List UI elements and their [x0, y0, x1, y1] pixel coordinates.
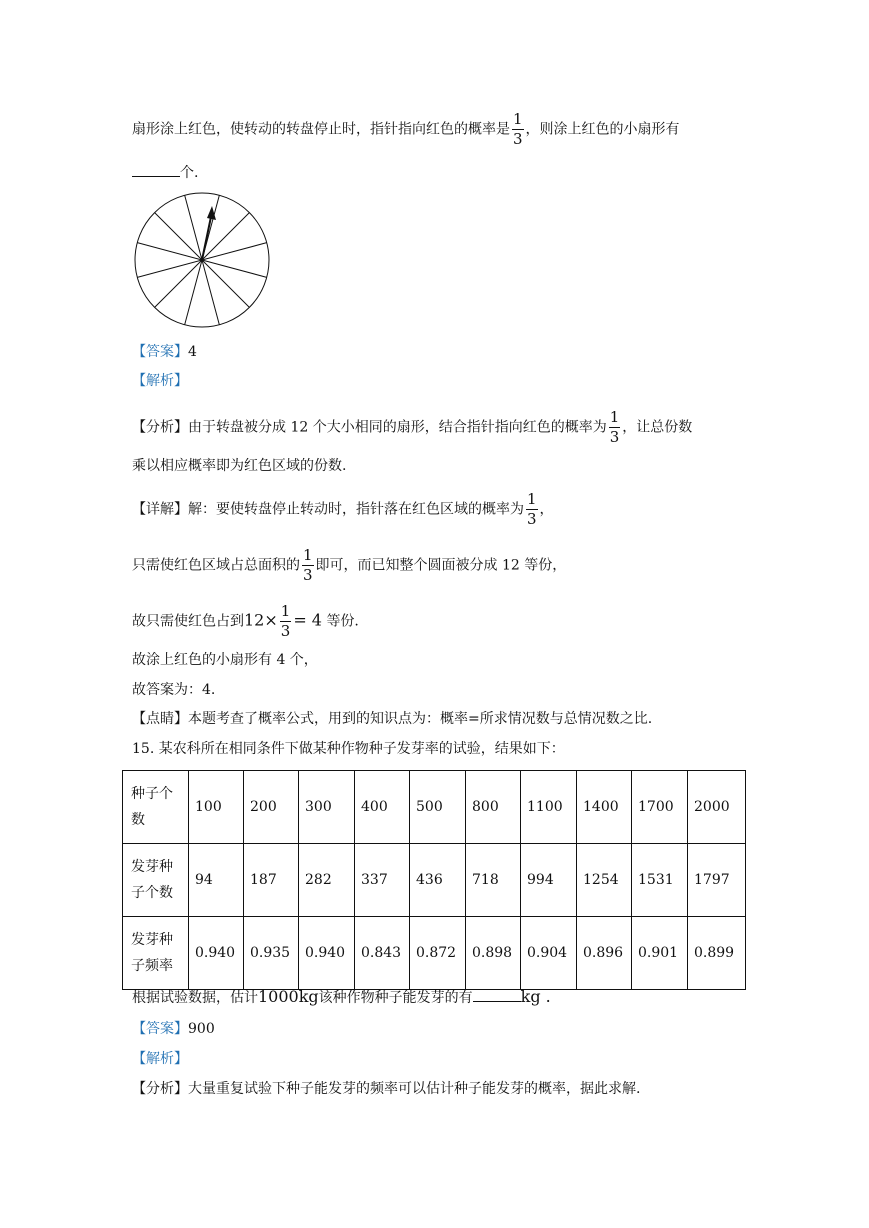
q15-answer: 【答案】900: [132, 1021, 215, 1037]
germination-table: [122, 770, 746, 990]
q14-dianjing-line: 【点睛】本题考查了概率公式，用到的知识点为：概率=所求情况数与总情况数之比.: [132, 711, 653, 727]
table-cell: 200: [244, 771, 299, 844]
table-cell: 94: [189, 844, 244, 917]
table-row-header: 种子个数: [123, 771, 189, 844]
table-cell: 187: [244, 844, 299, 917]
table-cell: 0.940: [189, 917, 244, 990]
q14-answer: 【答案】4: [132, 344, 197, 360]
pointer-arrow-icon: [202, 212, 212, 260]
fraction-one-third: $\frac{1}{3}$: [513, 110, 523, 148]
table-cell: 0.904: [521, 917, 577, 990]
table-cell: 994: [521, 844, 577, 917]
q15-fenxi-line: 【分析】大量重复试验下种子能发芽的频率可以估计种子能发芽的概率，据此求解.: [132, 1081, 641, 1097]
q14-fenxi-line2: 乘以相应概率即为红色区域的份数.: [132, 458, 347, 474]
table-cell: 0.935: [244, 917, 299, 990]
fraction-one-third: $\frac{1}{3}$: [280, 602, 291, 640]
table-row-header: 发芽种子个数: [123, 844, 189, 917]
q14-stem-line1: 扇形涂上红色，使转动的转盘停止时，指针指向红色的概率是 $\frac{1}{3}$ ，则涂上红色的小扇形有: [132, 110, 680, 148]
q14-final-line: 故答案为：4.: [132, 682, 216, 698]
q14-gu-line: 故只需使红色占到12× $\frac{1}{3}$ = 4 等份.: [132, 602, 359, 640]
fraction-one-third: $\frac{1}{3}$: [609, 408, 620, 446]
table-cell: 800: [466, 771, 521, 844]
table-cell: 500: [410, 771, 466, 844]
table-cell: 436: [410, 844, 466, 917]
q15-analysis-tag: 【解析】: [132, 1051, 188, 1067]
table-cell: 2000: [688, 771, 746, 844]
table-cell: 400: [355, 771, 410, 844]
table-cell: 0.901: [632, 917, 688, 990]
fraction-one-third: $\frac{1}{3}$: [527, 490, 537, 528]
table-row-header: 发芽种子频率: [123, 917, 189, 990]
table-cell: 1700: [632, 771, 688, 844]
q14-stem-line2: 个.: [132, 162, 198, 183]
table-cell: 0.843: [355, 917, 410, 990]
table-cell: 0.872: [410, 917, 466, 990]
q14-analysis-tag: 【解析】: [132, 373, 188, 389]
answer-blank: [473, 987, 521, 1002]
fraction-one-third: $\frac{1}{3}$: [303, 546, 313, 584]
table-cell: 100: [189, 771, 244, 844]
spinner-wheel-icon: [132, 190, 272, 330]
table-cell: 0.898: [466, 917, 521, 990]
table-cell: 1254: [577, 844, 632, 917]
table-cell: 1400: [577, 771, 632, 844]
table-cell: 0.896: [577, 917, 632, 990]
table-row: [123, 917, 746, 990]
table-cell: 0.899: [688, 917, 746, 990]
q14-fenxi-line1: 【分析】由于转盘被分成 12 个大小相同的扇形，结合指针指向红色的概率为 $\frac{1}{3}$ ，让总份数: [132, 408, 693, 446]
q14-need-line: 只需使红色区域占总面积的 $\frac{1}{3}$ 即可，而已知整个圆面被分成 12 等份，: [132, 546, 567, 584]
table-cell: 1531: [632, 844, 688, 917]
table-row: [123, 771, 746, 844]
table-cell: 1797: [688, 844, 746, 917]
table-cell: 718: [466, 844, 521, 917]
table-cell: 282: [299, 844, 355, 917]
table-cell: 1100: [521, 771, 577, 844]
table-row: [123, 844, 746, 917]
table-cell: 337: [355, 844, 410, 917]
table-cell: 300: [299, 771, 355, 844]
answer-blank: [132, 162, 180, 177]
q14-result-line: 故涂上红色的小扇形有 4 个，: [132, 652, 318, 668]
q14-xiangjie-line: 【详解】解：要使转盘停止转动时，指针落在红色区域的概率为 $\frac{1}{3}$ ，: [132, 490, 554, 528]
table-cell: 0.940: [299, 917, 355, 990]
q15-question-line: 根据试验数据，估计1000kg该种作物种子能发芽的有 kg .: [132, 987, 551, 1006]
q15-stem: 15. 某农科所在相同条件下做某种作物种子发芽率的试验，结果如下：: [132, 741, 565, 757]
